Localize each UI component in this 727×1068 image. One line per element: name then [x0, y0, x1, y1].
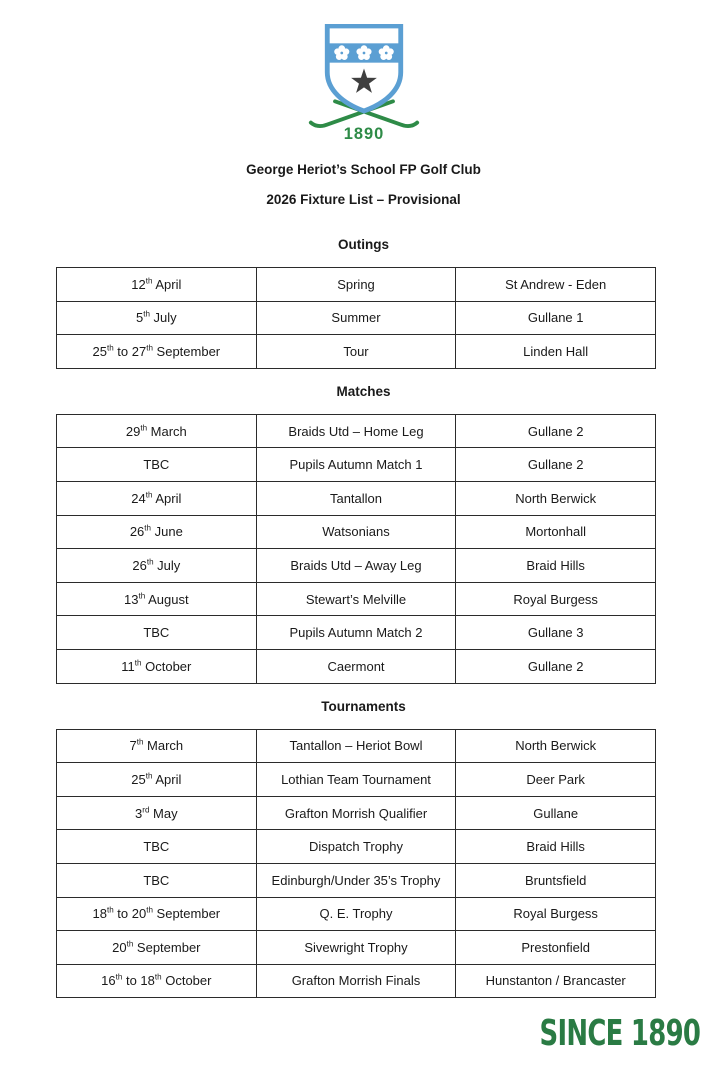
table-row — [57, 481, 656, 515]
fixture-section — [0, 238, 727, 369]
table-row — [57, 335, 656, 369]
event-cell: Sivewright Trophy — [256, 931, 456, 965]
table-row — [57, 830, 656, 864]
date-cell: 12th April — [57, 268, 257, 302]
date-cell: 5th July — [57, 301, 257, 335]
rose-icons — [334, 45, 394, 60]
table-row — [57, 649, 656, 683]
date-cell: 7th March — [57, 729, 257, 763]
event-cell: Q. E. Trophy — [256, 897, 456, 931]
table-row — [57, 796, 656, 830]
venue-cell: North Berwick — [456, 481, 656, 515]
sections — [0, 238, 727, 998]
date-cell: 26th July — [57, 549, 257, 583]
date-cell: 13th August — [57, 582, 257, 616]
fixtures-table — [56, 267, 656, 369]
event-cell: Grafton Morrish Finals — [256, 964, 456, 998]
date-cell: TBC — [57, 863, 257, 897]
venue-cell: Braid Hills — [456, 549, 656, 583]
event-cell: Tantallon — [256, 481, 456, 515]
event-cell: Braids Utd – Home Leg — [256, 414, 456, 448]
venue-cell: St Andrew - Eden — [456, 268, 656, 302]
date-cell: 25th April — [57, 763, 257, 797]
table-row — [57, 763, 656, 797]
event-cell: Tantallon – Heriot Bowl — [256, 729, 456, 763]
venue-cell: Braid Hills — [456, 830, 656, 864]
club-crest-logo — [304, 24, 424, 140]
venue-cell: Gullane 2 — [456, 414, 656, 448]
fixture-section — [0, 700, 727, 999]
table-row — [57, 616, 656, 650]
table-row — [57, 863, 656, 897]
page-title: George Heriot’s School FP Golf Club — [246, 162, 481, 177]
date-cell: 18th to 20th September — [57, 897, 257, 931]
event-cell: Spring — [256, 268, 456, 302]
date-cell: TBC — [57, 830, 257, 864]
date-cell: TBC — [57, 448, 257, 482]
date-cell: 20th September — [57, 931, 257, 965]
event-cell: Grafton Morrish Qualifier — [256, 796, 456, 830]
table-row — [57, 448, 656, 482]
date-cell: 29th March — [57, 414, 257, 448]
venue-cell: Prestonfield — [456, 931, 656, 965]
venue-cell: Linden Hall — [456, 335, 656, 369]
date-cell: 25th to 27th September — [57, 335, 257, 369]
event-cell: Summer — [256, 301, 456, 335]
venue-cell: Hunstanton / Brancaster — [456, 964, 656, 998]
table-row — [57, 549, 656, 583]
date-cell: 24th April — [57, 481, 257, 515]
fixture-section — [0, 385, 727, 684]
venue-cell: Royal Burgess — [456, 582, 656, 616]
event-cell: Braids Utd – Away Leg — [256, 549, 456, 583]
event-cell: Watsonians — [256, 515, 456, 549]
founding-year-label: 1890 — [343, 125, 384, 140]
event-cell: Dispatch Trophy — [256, 830, 456, 864]
venue-cell: Gullane — [456, 796, 656, 830]
date-cell: 26th June — [57, 515, 257, 549]
section-title: Tournaments — [321, 698, 406, 714]
venue-cell: Deer Park — [456, 763, 656, 797]
shield-shape — [323, 26, 404, 111]
fixtures-table — [56, 414, 656, 684]
venue-cell: Gullane 2 — [456, 649, 656, 683]
date-cell: 16th to 18th October — [57, 964, 257, 998]
since-1890-wordmark: SINCE 1890 — [539, 1013, 700, 1054]
fixtures-table — [56, 729, 656, 999]
date-cell: 3rd May — [57, 796, 257, 830]
event-cell: Tour — [256, 335, 456, 369]
event-cell: Stewart’s Melville — [256, 582, 456, 616]
page-subtitle: 2026 Fixture List – Provisional — [266, 192, 461, 207]
venue-cell: Bruntsfield — [456, 863, 656, 897]
date-cell: TBC — [57, 616, 257, 650]
event-cell: Edinburgh/Under 35’s Trophy — [256, 863, 456, 897]
date-cell: 11th October — [57, 649, 257, 683]
table-row — [57, 964, 656, 998]
venue-cell: Mortonhall — [456, 515, 656, 549]
venue-cell: North Berwick — [456, 729, 656, 763]
venue-cell: Gullane 3 — [456, 616, 656, 650]
table-row — [57, 897, 656, 931]
table-row — [57, 301, 656, 335]
event-cell: Pupils Autumn Match 1 — [256, 448, 456, 482]
venue-cell: Gullane 1 — [456, 301, 656, 335]
section-title: Matches — [336, 383, 391, 399]
table-row — [57, 582, 656, 616]
event-cell: Caermont — [256, 649, 456, 683]
table-row — [57, 414, 656, 448]
table-row — [57, 931, 656, 965]
venue-cell: Royal Burgess — [456, 897, 656, 931]
event-cell: Lothian Team Tournament — [256, 763, 456, 797]
table-row — [57, 729, 656, 763]
section-title: Outings — [338, 237, 389, 252]
table-row — [57, 268, 656, 302]
table-row — [57, 515, 656, 549]
event-cell: Pupils Autumn Match 2 — [256, 616, 456, 650]
venue-cell: Gullane 2 — [456, 448, 656, 482]
